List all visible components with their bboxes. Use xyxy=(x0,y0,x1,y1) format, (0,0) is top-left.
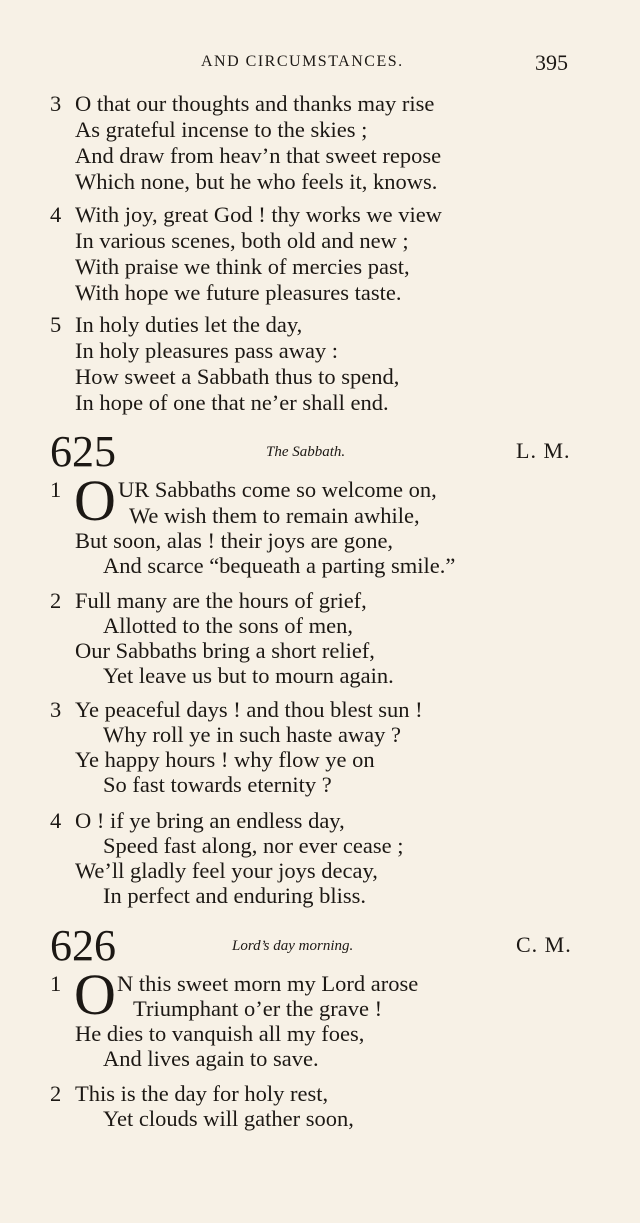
verse-line: But soon, alas ! their joys are gone, xyxy=(75,528,394,553)
running-header xyxy=(0,50,640,76)
stanza-number: 1 xyxy=(50,477,62,502)
verse-line: In holy duties let the day, xyxy=(75,312,303,337)
verse-line: So fast towards eternity ? xyxy=(103,772,332,797)
verse-line: O that our thoughts and thanks may rise xyxy=(75,91,435,116)
verse-line: And lives again to save. xyxy=(103,1046,319,1071)
verse-line: And draw from heav’n that sweet repose xyxy=(75,143,442,168)
verse-line: With joy, great God ! thy works we view xyxy=(75,202,442,227)
verse-line: How sweet a Sabbath thus to spend, xyxy=(75,364,400,389)
stanza-number: 2 xyxy=(50,1081,62,1106)
verse-line: With praise we think of mercies past, xyxy=(75,254,410,279)
hymn-title: Lord’s day morning. xyxy=(232,938,354,954)
verse-line: Ye happy hours ! why flow ye on xyxy=(75,747,375,772)
verse-line: In hope of one that ne’er shall end. xyxy=(75,390,389,415)
verse-line: Speed fast along, nor ever cease ; xyxy=(103,833,404,858)
verse-line: In perfect and enduring bliss. xyxy=(103,883,367,908)
stanza-number: 3 xyxy=(50,697,62,722)
verse-line: UR Sabbaths come so welcome on, xyxy=(118,477,437,502)
page-number: 395 xyxy=(535,50,568,75)
verse-line: Triumphant o’er the grave ! xyxy=(133,996,383,1021)
drop-cap: O xyxy=(74,468,116,533)
drop-cap: O xyxy=(74,962,116,1027)
verse-line: We wish them to remain awhile, xyxy=(129,503,420,528)
stanza-number: 5 xyxy=(50,312,62,337)
verse-line: Our Sabbaths bring a short relief, xyxy=(75,638,375,663)
stanza-number: 4 xyxy=(50,202,62,227)
running-title: AND CIRCUMSTANCES. xyxy=(201,53,404,70)
verse-line: Yet leave us but to mourn again. xyxy=(103,663,394,688)
verse-line: In holy pleasures pass away : xyxy=(75,338,339,363)
verse-line: N this sweet morn my Lord arose xyxy=(117,971,419,996)
verse-line: We’ll gladly feel your joys decay, xyxy=(75,858,378,883)
verse-line: Allotted to the sons of men, xyxy=(103,613,353,638)
verse-line: Which none, but he who feels it, knows. xyxy=(75,169,438,194)
stanza-number: 4 xyxy=(50,808,62,833)
verse-line: Yet clouds will gather soon, xyxy=(103,1106,354,1131)
hymn-number: 626 xyxy=(50,921,116,970)
verse-line: Why roll ye in such haste away ? xyxy=(103,722,402,747)
stanza-number: 1 xyxy=(50,971,62,996)
hymn-meter: C. M. xyxy=(516,932,572,957)
verse-line: In various scenes, both old and new ; xyxy=(75,228,409,253)
hymn-title: The Sabbath. xyxy=(266,444,346,460)
stanza-number: 3 xyxy=(50,91,62,116)
verse-line: He dies to vanquish all my foes, xyxy=(75,1021,365,1046)
hymn-meter: L. M. xyxy=(516,438,571,463)
hymn-number: 625 xyxy=(50,427,116,476)
verse-line: This is the day for holy rest, xyxy=(75,1081,329,1106)
verse-line: And scarce “bequeath a parting smile.” xyxy=(103,553,456,578)
verse-line: Full many are the hours of grief, xyxy=(75,588,367,613)
verse-line: With hope we future pleasures taste. xyxy=(75,280,402,305)
stanza-number: 2 xyxy=(50,588,62,613)
verse-line: O ! if ye bring an endless day, xyxy=(75,808,345,833)
verse-line: Ye peaceful days ! and thou blest sun ! xyxy=(75,697,423,722)
verse-line: As grateful incense to the skies ; xyxy=(75,117,368,142)
